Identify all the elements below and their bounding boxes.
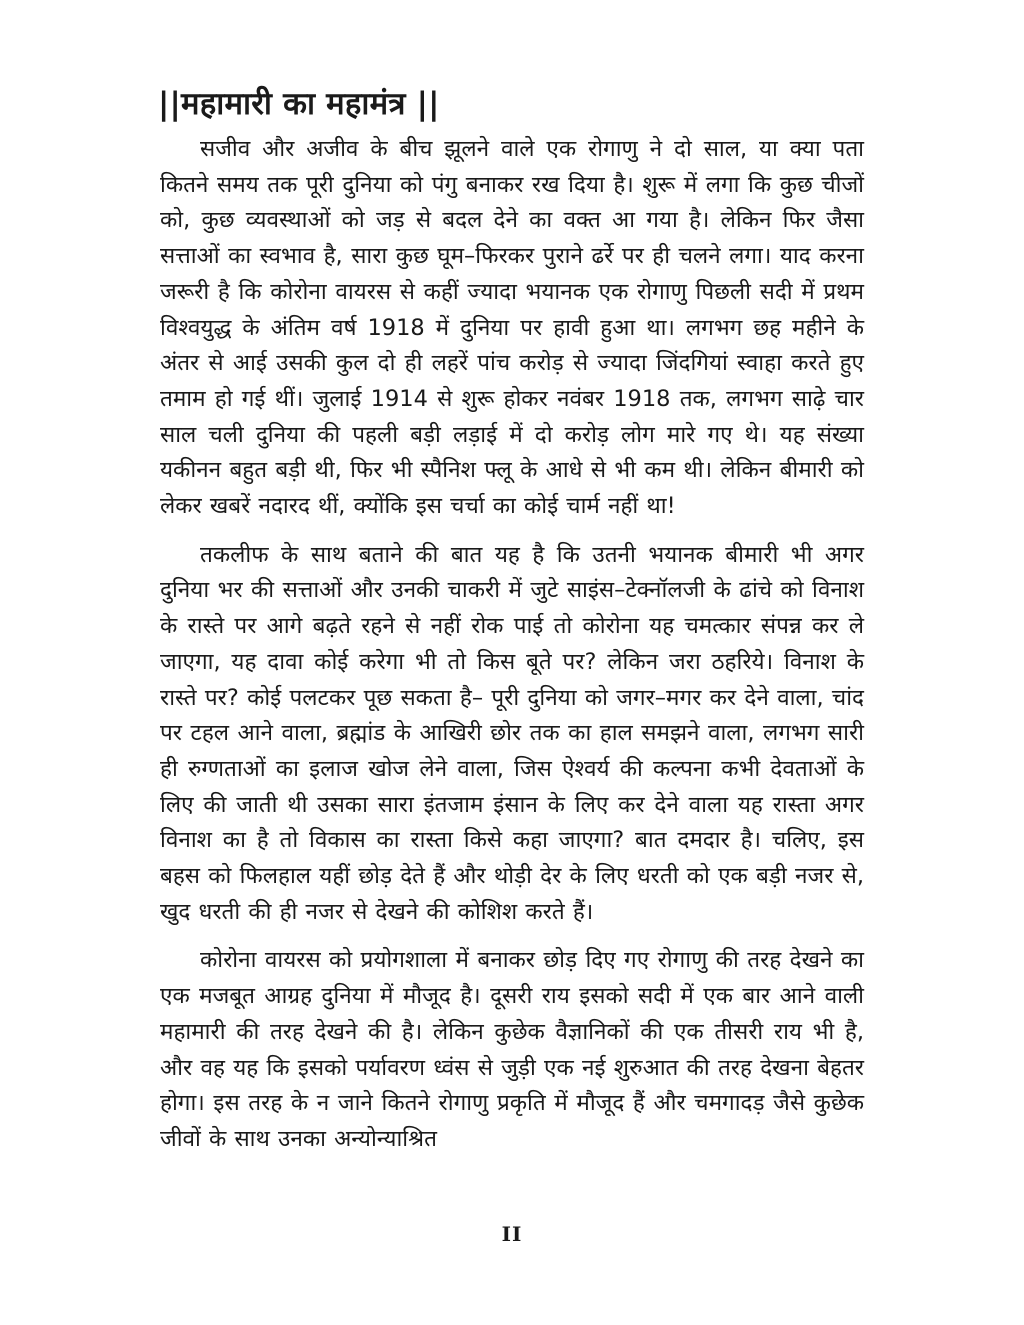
- paragraph-2: तकलीफ के साथ बताने की बात यह है कि उतनी भयानक बीमारी भी अगर दुनिया भर की सत्ताओं और उनकी चाकरी में जुटे साइंस–टेक्नॉलजी के ढांचे को विनाश के रास्ते पर आगे बढ़ते रहने से नहीं रोक पाई तो कोरोना यह चमत्कार संपन्न कर ले जाएगा, यह दावा कोई करेगा भी तो किस बूते पर? लेकिन जरा ठहरिये। विनाश के रास्ते पर? कोई पलटकर पूछ सकता है– पूरी दुनिया को जगर–मगर कर देने वाला, चांद पर टहल आने वाला, ब्रह्मांड के आखिरी छोर तक का हाल समझने वाला, लगभग सारी ही रुग्णताओं का इलाज खोज लेने वाला, जिस ऐश्वर्य की कल्पना कभी देवताओं के लिए की जाती थी उसका सारा इंतजाम इंसान के लिए कर देने वाला यह रास्ता अगर विनाश का है तो विकास का रास्ता किसे कहा जाएगा? बात दमदार है। चलिए, इस बहस को फिलहाल यहीं छोड़ देते हैं और थोड़ी देर के लिए धरती को एक बड़ी नजर से, खुद धरती की ही नजर से देखने की कोशिश करते हैं।: [160, 541, 864, 925]
- page-number: II: [501, 1222, 523, 1246]
- chapter-title: ||महामारी का महामंत्र ||: [158, 86, 440, 122]
- page-content: [160, 82, 864, 1171]
- paragraph-1: सजीव और अजीव के बीच झूलने वाले एक रोगाणु ने दो साल, या क्या पता कितने समय तक पूरी दुनिया को पंगु बनाकर रख दिया है। शुरू में लगा कि कुछ चीजों को, कुछ व्यवस्थाओं को जड़ से बदल देने का वक्त आ गया है। लेकिन फिर जैसा सत्ताओं का स्वभाव है, सारा कुछ घूम–फिरकर पुराने ढर्रे पर ही चलने लगा। याद करना जरूरी है कि कोरोना वायरस से कहीं ज्यादा भयानक एक रोगाणु पिछली सदी में प्रथम विश्वयुद्ध के अंतिम वर्ष 1918 में दुनिया पर हावी हुआ था। लगभग छह महीने के अंतर से आई उसकी कुल दो ही लहरें पांच करोड़ से ज्यादा जिंदगियां स्वाहा करते हुए तमाम हो गई थीं। जुलाई 1914 से शुरू होकर नवंबर 1918 तक, लगभग साढ़े चार साल चली दुनिया की पहली बड़ी लड़ाई में दो करोड़ लोग मारे गए थे। यह संख्या यकीनन बहुत बड़ी थी, फिर भी स्पैनिश फ्लू के आधे से भी कम थी। लेकिन बीमारी को लेकर खबरें नदारद थीं, क्योंकि इस चर्चा का कोई चार्म नहीं था!: [160, 136, 864, 520]
- paragraph-3: कोरोना वायरस को प्रयोगशाला में बनाकर छोड़ दिए गए रोगाणु की तरह देखने का एक मजबूत आग्रह दुनिया में मौजूद है। दूसरी राय इसको सदी में एक बार आने वाली महामारी की तरह देखने की है। लेकिन कुछेक वैज्ञानिकों की एक तीसरी राय भी है, और वह यह कि इसको पर्यावरण ध्वंस से जुड़ी एक नई शुरुआत की तरह देखना बेहतर होगा। इस तरह के न जाने कितने रोगाणु प्रकृति में मौजूद हैं और चमगादड़ जैसे कुछेक जीवों के साथ उनका अन्योन्याश्रित: [160, 947, 864, 1152]
